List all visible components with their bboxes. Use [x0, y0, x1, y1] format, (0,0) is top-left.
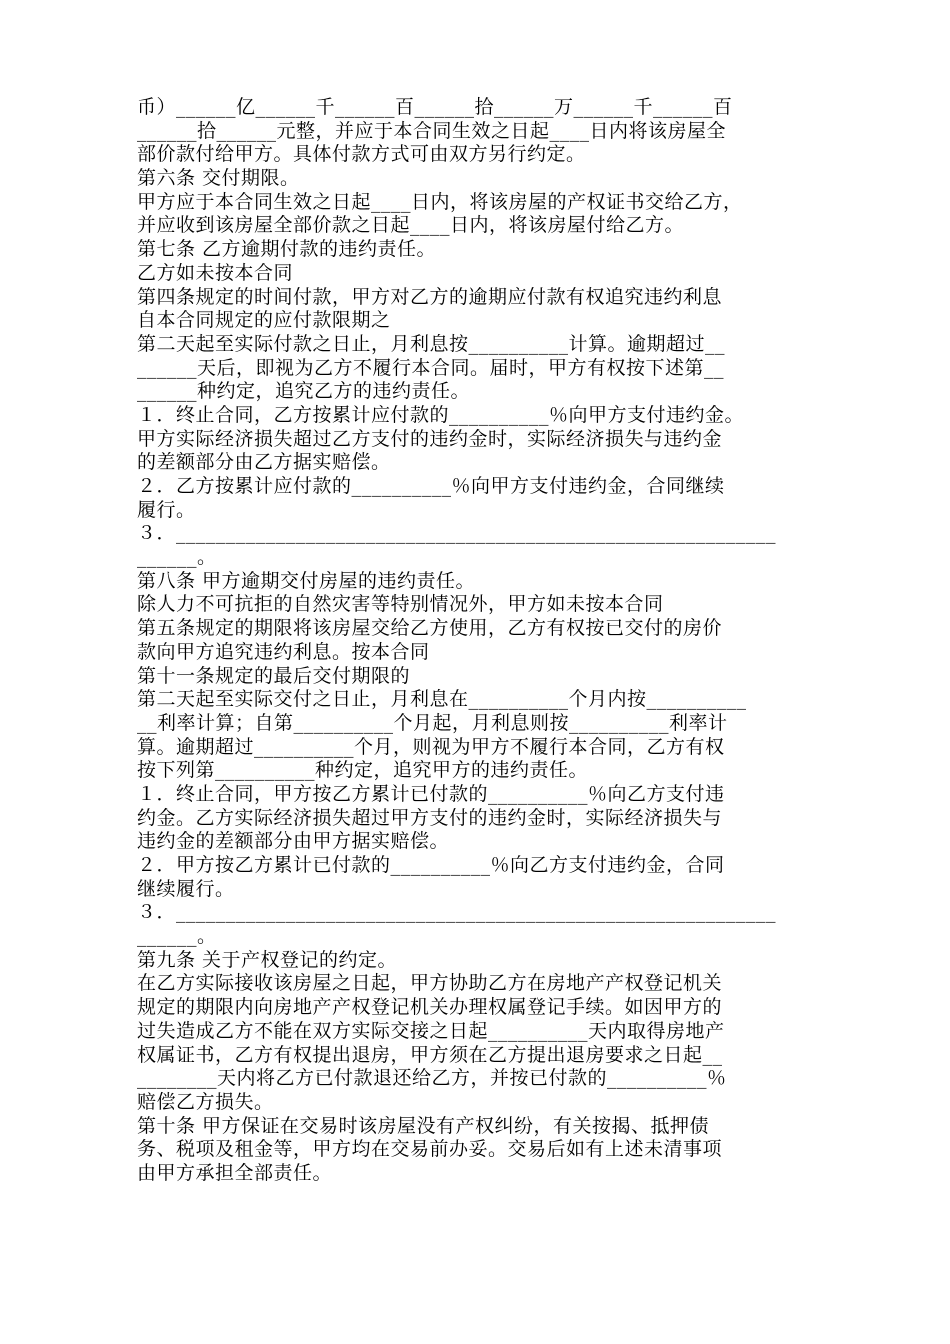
- article-9-heading: 第九条 关于产权登记的约定。: [137, 948, 398, 971]
- text-line: 第十一条规定的最后交付期限的: [137, 664, 411, 687]
- text-line: ______。: [137, 925, 217, 948]
- text-line: ３．____________________________________________________________: [137, 901, 777, 924]
- text-line: １．终止合同，甲方按乙方累计已付款的__________％向乙方支付违: [137, 782, 725, 805]
- article-10-heading: 第十条 甲方保证在交易时该房屋没有产权纠纷，有关按揭、抵押债: [137, 1114, 710, 1137]
- text-line: 款向甲方追究违约利息。按本合同: [137, 640, 430, 663]
- text-line: 过失造成乙方不能在双方实际交接之日起__________天内取得房地产: [137, 1019, 725, 1042]
- text-line: ２．甲方按乙方累计已付款的__________％向乙方支付违约金，合同: [137, 854, 725, 876]
- text-line: ______拾______元整，并应于本合同生效之日起____日内将该房屋全: [137, 119, 727, 142]
- text-line: 算。逾期超过__________个月，则视为甲方不履行本合同，乙方有权: [137, 735, 725, 758]
- text-line: 乙方如未按本合同: [137, 261, 294, 284]
- text-line: 规定的期限内向房地产产权登记机关办理权属登记手续。如因甲方的: [137, 996, 723, 1019]
- text-line: ______。: [137, 546, 217, 569]
- document-body: [137, 96, 817, 1186]
- article-6-heading: 第六条 交付期限。: [137, 167, 300, 190]
- text-line: 的差额部分由乙方据实赔偿。: [137, 451, 391, 474]
- text-line: 约金。乙方实际经济损失超过甲方支付的违约金时，实际经济损失与: [137, 806, 723, 829]
- text-line: 第二天起至实际交付之日止，月利息在__________个月内按__________: [137, 688, 747, 711]
- text-line: 并应收到该房屋全部价款之日起____日内，将该房屋付给乙方。: [137, 214, 685, 237]
- article-7-heading: 第七条 乙方逾期付款的违约责任。: [137, 238, 437, 261]
- text-line: 违约金的差额部分由甲方据实赔偿。: [137, 830, 450, 853]
- text-line: ______天后，即视为乙方不履行本合同。届时，甲方有权按下述第__: [137, 356, 725, 379]
- text-line: 部价款付给甲方。具体付款方式可由双方另行约定。: [137, 143, 586, 166]
- text-line: ______种约定，追究乙方的违约责任。: [137, 380, 471, 403]
- text-line: ２．乙方按累计应付款的__________％向甲方支付违约金，合同继续: [137, 475, 725, 497]
- article-8-heading: 第八条 甲方逾期交付房屋的违约责任。: [137, 569, 476, 592]
- text-line: 赔偿乙方损失。: [137, 1090, 274, 1113]
- text-line: 第四条规定的时间付款，甲方对乙方的逾期应付款有权追究违约利息: [137, 285, 723, 308]
- text-line: 币）______亿______千______百______拾______万______千______百: [137, 96, 733, 118]
- text-line: 由甲方承担全部责任。: [137, 1161, 333, 1184]
- text-line: 甲方实际经济损失超过乙方支付的违约金时，实际经济损失与违约金: [137, 427, 723, 450]
- text-line: 除人力不可抗拒的自然灾害等特别情况外，甲方如未按本合同: [137, 593, 664, 616]
- text-line: ________天内将乙方已付款退还给乙方，并按已付款的__________％: [137, 1067, 727, 1090]
- text-line: __利率计算；自第__________个月起，月利息则按__________利率计: [137, 711, 728, 734]
- text-line: 自本合同规定的应付款限期之: [137, 309, 391, 332]
- text-line: 务、税项及租金等，甲方均在交易前办妥。交易后如有上述未清事项: [137, 1138, 723, 1161]
- text-line: 第五条规定的期限将该房屋交给乙方使用，乙方有权按已交付的房价: [137, 617, 723, 640]
- text-line: 按下列第__________种约定，追究甲方的违约责任。: [137, 759, 589, 782]
- text-line: 第二天起至实际付款之日止，月利息按__________计算。逾期超过__: [137, 332, 726, 355]
- text-line: 权属证书，乙方有权提出退房，甲方须在乙方提出退房要求之日起__: [137, 1043, 723, 1066]
- text-line: 在乙方实际接收该房屋之日起，甲方协助乙方在房地产产权登记机关: [137, 972, 723, 995]
- text-line: １．终止合同，乙方按累计应付款的__________％向甲方支付违约金。: [137, 403, 745, 426]
- text-line: 履行。: [137, 498, 196, 521]
- text-line: ３．____________________________________________________________: [137, 522, 777, 545]
- text-line: 甲方应于本合同生效之日起____日内，将该房屋的产权证书交给乙方，: [137, 190, 743, 213]
- text-line: 继续履行。: [137, 877, 235, 900]
